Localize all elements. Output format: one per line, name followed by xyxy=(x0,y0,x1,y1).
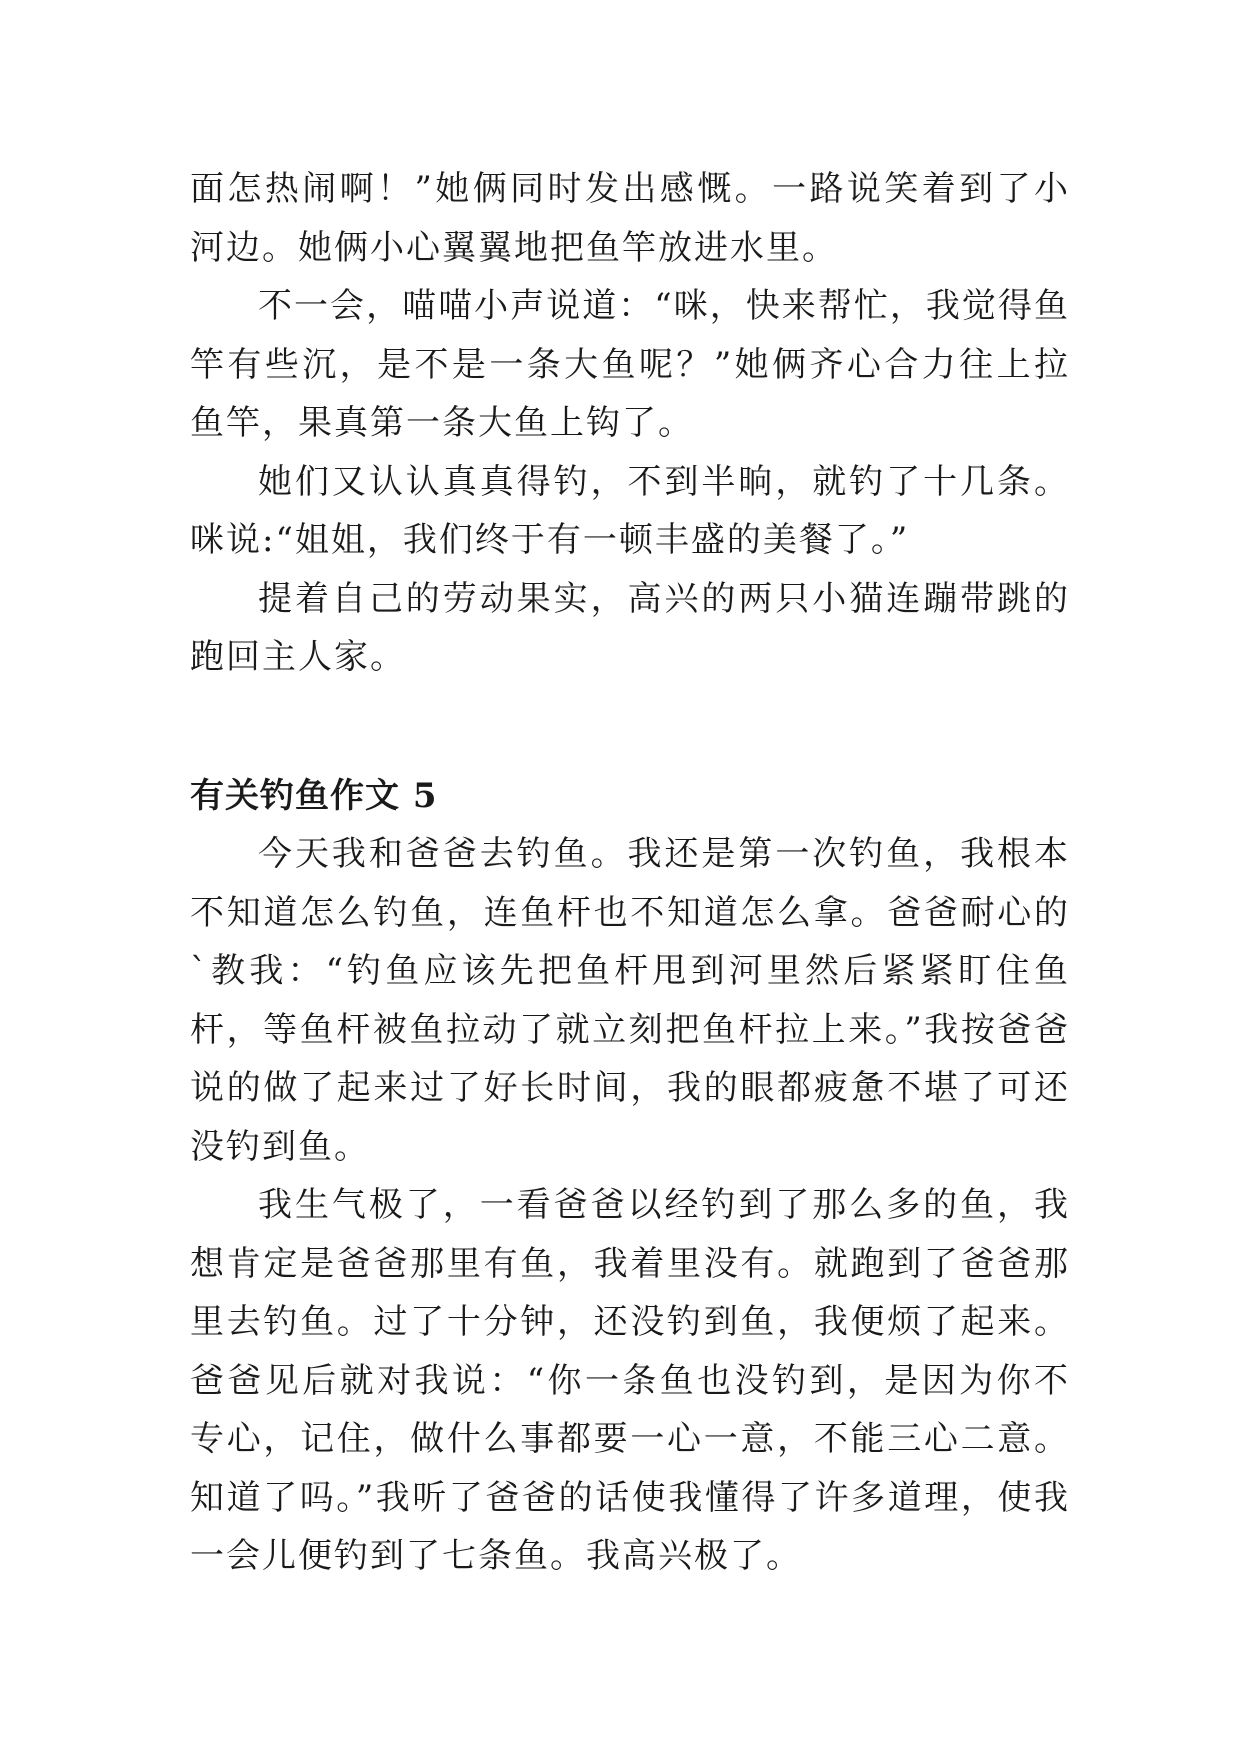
paragraph: 不一会，喵喵小声说道：“咪，快来帮忙，我觉得鱼竿有些沉，是不是一条大鱼呢？”她俩齐心合力往上拉鱼竿，果真第一条大鱼上钩了。 xyxy=(190,286,1070,443)
section-title: 有关钓鱼作文 5 xyxy=(190,775,438,816)
paragraph: 今天我和爸爸去钓鱼。我还是第一次钓鱼，我根本不知道怎么钓鱼，连鱼杆也不知道怎么拿。爸爸耐心的`教我：“钓鱼应该先把鱼杆甩到河里然后紧紧盯住鱼杆，等鱼杆被鱼拉动了就立刻把鱼杆拉上来。”我按爸爸说的做了起来过了好长时间，我的眼都疲惫不堪了可还没钓到鱼。 xyxy=(190,834,1070,1167)
document-page xyxy=(190,160,1070,1586)
paragraph: 我生气极了，一看爸爸以经钓到了那么多的鱼，我想肯定是爸爸那里有鱼，我着里没有。就跑到了爸爸那里去钓鱼。过了十分钟，还没钓到鱼，我便烦了起来。爸爸见后就对我说：“你一条鱼也没钓到，是因为你不专心，记住，做什么事都要一心一意，不能三心二意。知道了吗。”我听了爸爸的话使我懂得了许多道理，使我一会儿便钓到了七条鱼。我高兴极了。 xyxy=(190,1185,1070,1576)
section-gap xyxy=(190,687,1070,767)
paragraph: 她们又认认真真得钓，不到半晌，就钓了十几条。咪说:“姐姐，我们终于有一顿丰盛的美餐了。” xyxy=(190,461,1070,560)
paragraph-continuation: 面怎热闹啊！”她俩同时发出感慨。一路说笑着到了小河边。她俩小心翼翼地把鱼竿放进水里。 xyxy=(190,169,1070,268)
paragraph: 提着自己的劳动果实，高兴的两只小猫连蹦带跳的跑回主人家。 xyxy=(190,578,1070,677)
